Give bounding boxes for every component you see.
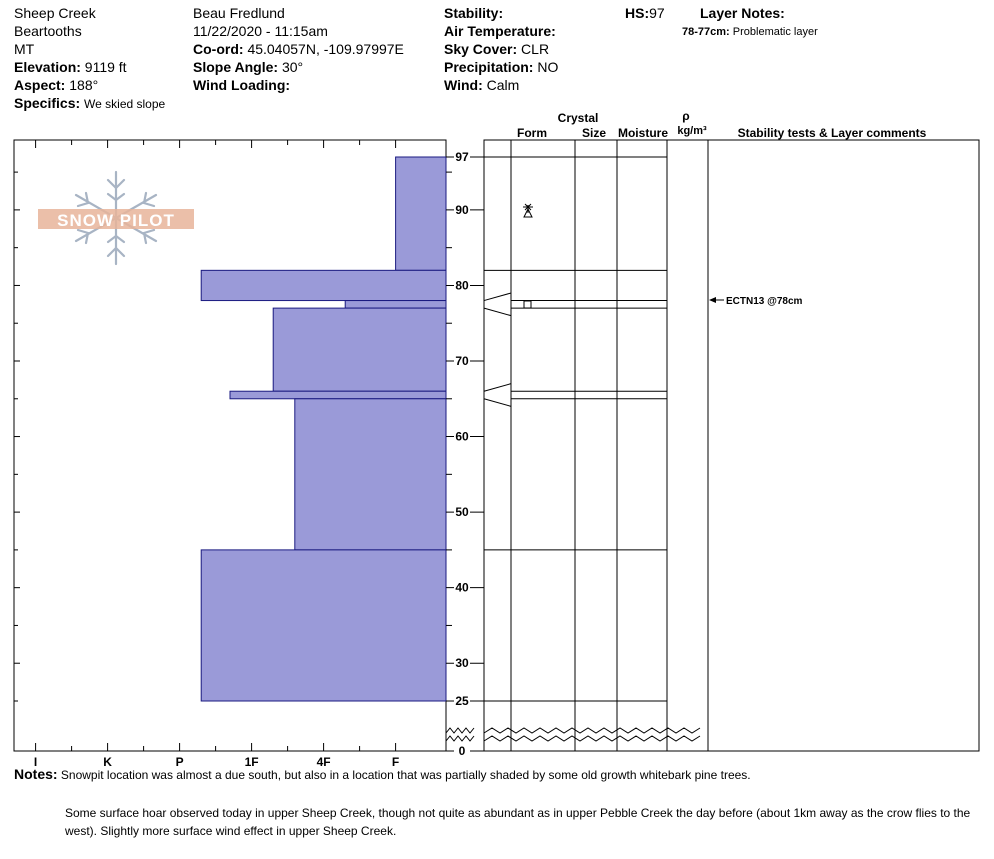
- precipitation: Precipitation: NO: [444, 59, 559, 75]
- depth-label-97: 97: [455, 150, 469, 164]
- col-moisture: Moisture: [617, 126, 669, 140]
- notes-section: [14, 765, 989, 840]
- hardness-label-K: K: [103, 755, 112, 769]
- hardness-bar-3: [273, 308, 446, 391]
- col-stability-comments: Stability tests & Layer comments: [737, 126, 927, 140]
- layer-connector: [484, 399, 511, 407]
- stability-test-arrow: [709, 297, 724, 303]
- hardness-label-F: F: [391, 755, 400, 769]
- crystal-symbol-fragmented: [523, 204, 533, 217]
- hardness-bar-6: [201, 550, 446, 701]
- observer: Beau Fredlund: [193, 5, 285, 21]
- col-rho: ρ: [682, 109, 690, 123]
- layer-note: 78-77cm: Problematic layer: [682, 26, 818, 38]
- col-size: Size: [581, 126, 607, 140]
- depth-label-90: 90: [455, 202, 469, 217]
- wind: Wind: Calm: [444, 77, 520, 93]
- stability: Stability:: [444, 5, 504, 21]
- hardness-bars: [201, 157, 446, 701]
- datetime: 11/22/2020 - 11:15am: [193, 23, 328, 39]
- layer-connector: [484, 384, 511, 392]
- crystal-table: [484, 140, 979, 751]
- depth-label-25: 25: [455, 694, 469, 708]
- col-crystal: Crystal: [557, 111, 599, 125]
- crystal-symbol-facet: [524, 301, 531, 308]
- depth-axis: [446, 150, 484, 758]
- stability-test-label: ECTN13 @78cm: [726, 296, 803, 307]
- depth-label-30: 30: [455, 656, 469, 671]
- hardness-top-ticks: [36, 140, 396, 148]
- coordinates: Co-ord: 45.04057N, -109.97997E: [193, 41, 404, 57]
- notes-paragraph-1: Snowpit location was almost a due south, but also in a location that was partially shaded by some old growth whitebark pine trees.: [60, 768, 751, 782]
- notes-paragraph-2: Some surface hoar observed today in upper Sheep Creek, though not quite as abundant as in upper Pebble Creek the day before (about 1km away as the crow flies to the west). Slightly more surface wind effect in upper Sheep Creek.: [65, 806, 971, 838]
- depth-label-50: 50: [455, 505, 469, 520]
- specifics: Specifics: We skied slope: [14, 95, 166, 111]
- aspect: Aspect: 188°: [14, 77, 99, 93]
- hardness-label-4F: 4F: [316, 755, 331, 769]
- depth-label-80: 80: [455, 278, 469, 293]
- hardness-bar-1: [201, 270, 446, 300]
- layer-connector: [484, 308, 511, 316]
- hardness-bar-5: [295, 399, 446, 550]
- sky-cover: Sky Cover: CLR: [444, 41, 550, 57]
- hardness-bar-0: [396, 157, 446, 270]
- hardness-label-I: I: [33, 755, 38, 769]
- hardness-left-ticks: [14, 172, 20, 701]
- depth-label-70: 70: [455, 354, 469, 368]
- hardness-bar-4: [230, 391, 446, 399]
- depth-label-40: 40: [455, 580, 469, 595]
- air-temperature: Air Temperature:: [444, 23, 556, 39]
- layer-notes-title: Layer Notes:: [700, 5, 785, 21]
- range-name: Beartooths: [14, 23, 82, 39]
- col-density-unit: kg/m³: [677, 125, 707, 137]
- slope-angle: Slope Angle: 30°: [193, 59, 304, 75]
- wind-loading: Wind Loading:: [193, 77, 291, 93]
- hardness-label-P: P: [175, 755, 184, 769]
- hardness-label-1F: 1F: [244, 755, 259, 769]
- depth-label-60: 60: [455, 429, 469, 444]
- snowpilot-logo: [38, 172, 194, 264]
- hs: HS:97: [625, 5, 665, 21]
- col-form: Form: [517, 126, 547, 140]
- layer-connector: [484, 293, 511, 301]
- logo-text: SNOW PILOT: [57, 211, 175, 230]
- depth-label-0: 0: [458, 744, 466, 758]
- elevation: Elevation: 9119 ft: [14, 59, 127, 75]
- location-name: Sheep Creek: [14, 5, 96, 21]
- state-name: MT: [14, 41, 35, 57]
- notes-label: Notes:: [14, 766, 58, 782]
- hardness-bar-2: [345, 301, 446, 309]
